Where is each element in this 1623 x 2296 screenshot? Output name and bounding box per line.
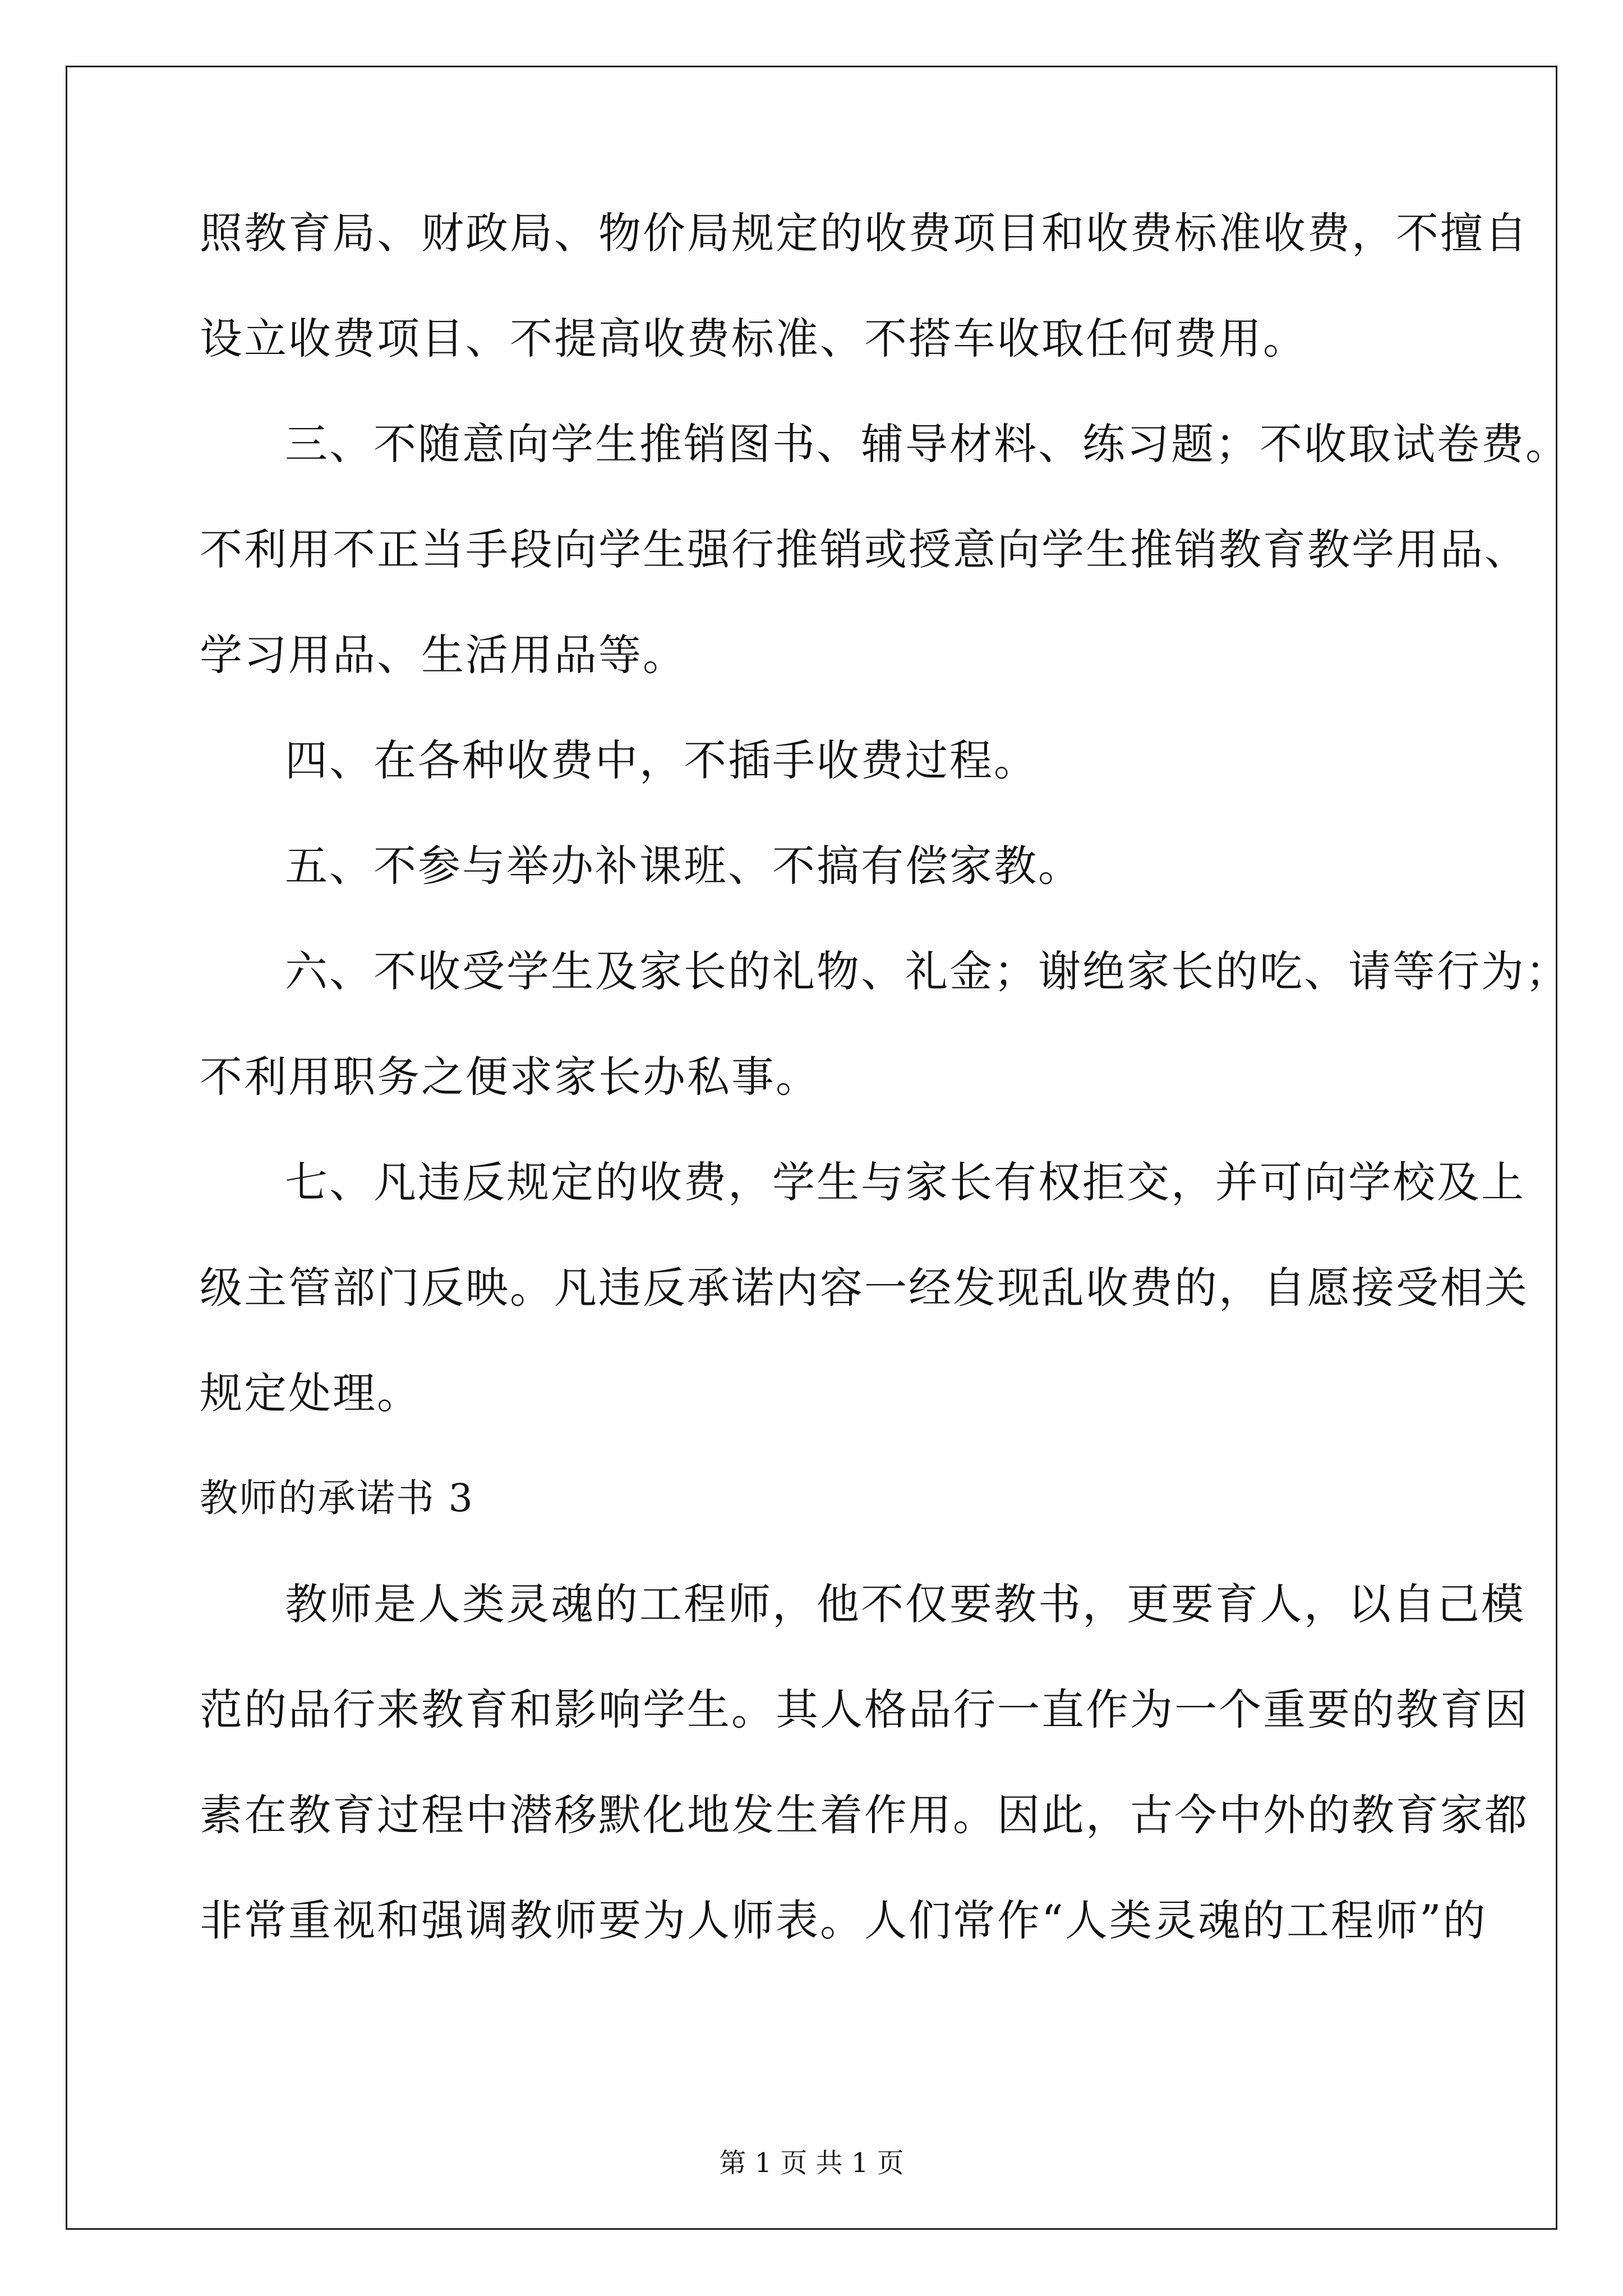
text-line: 五、不参与举办补课班、不搞有偿家教。 <box>285 841 1082 891</box>
text-line: 照教育局、财政局、物价局规定的收费项目和收费标准收费，不擅自 <box>200 208 1529 258</box>
text-line: 六、不收受学生及家长的礼物、礼金；谢绝家长的吃、请等行为； <box>285 946 1570 996</box>
text-line: 四、在各种收费中，不插手收费过程。 <box>285 735 1038 785</box>
text-line: 学习用品、生活用品等。 <box>200 630 687 680</box>
text-line: 三、不随意向学生推销图书、辅导材料、练习题；不收取试卷费。 <box>285 419 1570 469</box>
text-line: 规定处理。 <box>200 1368 421 1418</box>
text-line: 不利用职务之便求家长办私事。 <box>200 1052 820 1102</box>
text-line: 教师是人类灵魂的工程师，他不仅要教书，更要育人，以自己模 <box>285 1579 1525 1629</box>
text-line: 七、凡违反规定的收费，学生与家长有权拒交，并可向学校及上 <box>285 1157 1525 1207</box>
text-line: 素在教育过程中潜移默化地发生着作用。因此，古今中外的教育家都 <box>200 1790 1529 1840</box>
text-line: 级主管部门反映。凡违反承诺内容一经发现乱收费的，自愿接受相关 <box>200 1263 1529 1313</box>
document-body <box>200 208 1570 2000</box>
page-footer: 第 1 页 共 1 页 <box>719 2147 904 2179</box>
text-line: 范的品行来教育和影响学生。其人格品行一直作为一个重要的教育因 <box>200 1685 1529 1734</box>
text-line: 非常重视和强调教师要为人师表。人们常作“人类灵魂的工程师”的 <box>200 1895 1487 1945</box>
text-line: 不利用不正当手段向学生强行推销或授意向学生推销教育教学用品、 <box>200 524 1529 574</box>
section-heading: 教师的承诺书 3 <box>200 1476 474 1521</box>
text-line: 设立收费项目、不提高收费标准、不搭车收取任何费用。 <box>200 314 1307 364</box>
